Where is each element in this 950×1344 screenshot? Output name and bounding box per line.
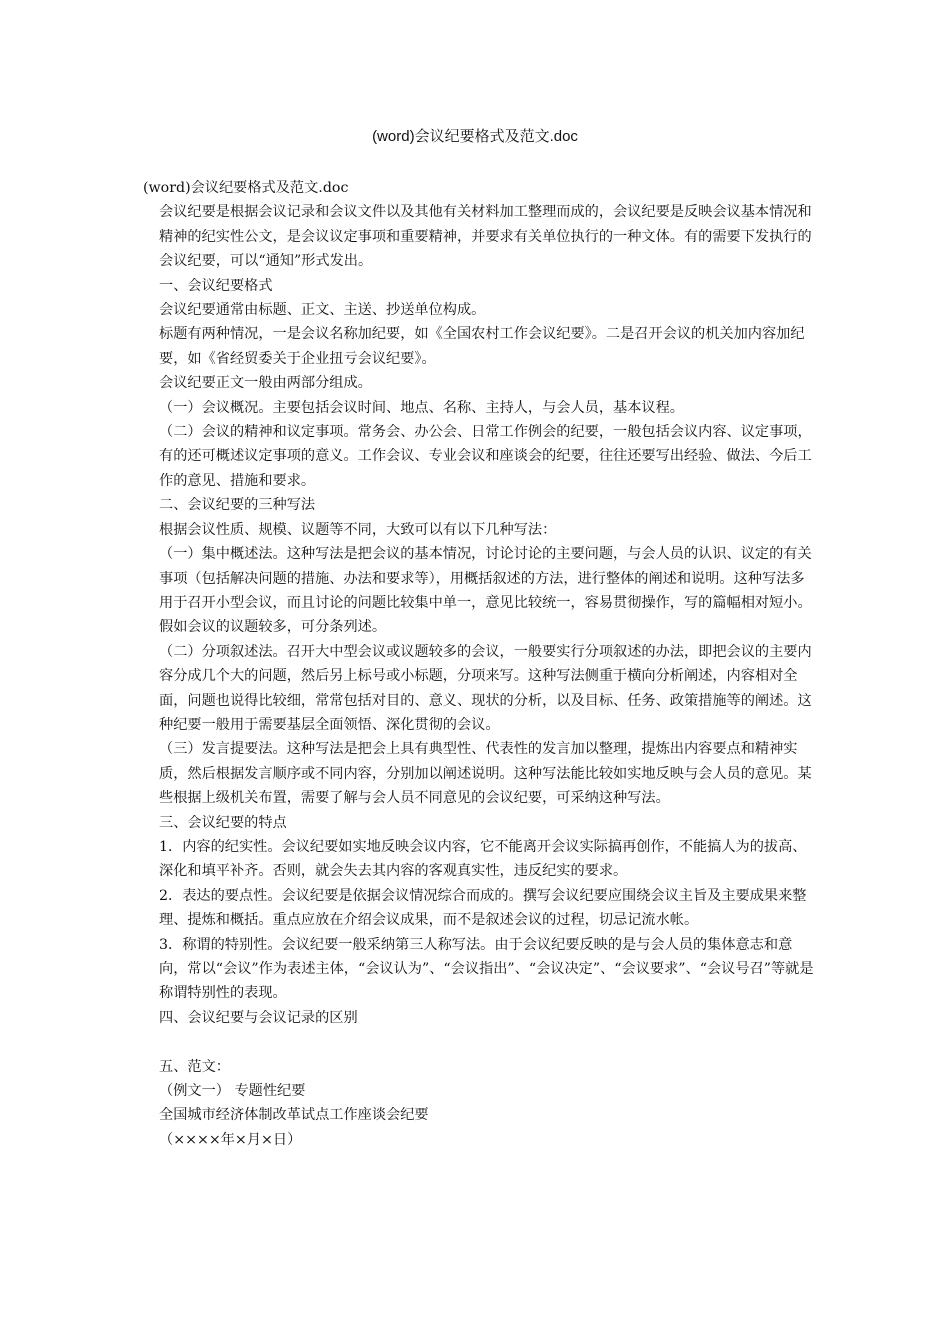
paragraph: 标题有两种情况，一是会议名称加纪要，如《全国农村工作会议纪要》。二是召开会议的机关加内容加纪要，如《省经贸委关于企业扭亏会议纪要》。 <box>159 326 805 367</box>
example-heading: （例文一） 专题性纪要 <box>159 1083 306 1100</box>
list-item: （二）分项叙述法。召开大中型会议或议题较多的会议，一般要实行分项叙述的办法，即把会议的主要内容分成几个大的问题，然后另上标号或小标题，分项来写。这种写法侧重于横向分析阐述，内容相对全面，问题也说得比较细，常常包括对目的、意义、现状的分析，以及目标、任务、政策措施等的阐述。这种纪要一般用于需要基层全面领悟、深化贯彻的会议。 <box>159 643 812 733</box>
heading-section-4: 四、会议纪要与会议记录的区别 <box>159 1009 358 1026</box>
paragraph: 会议纪要正文一般由两部分组成。 <box>159 375 372 392</box>
list-item: （二）会议的精神和议定事项。常务会、办公会、日常工作例会的纪要，一般包括会议内容、议定事项，有的还可概述议定事项的意义。工作会议、专业会议和座谈会的纪要，往往还要写出经验、做法、今后工作的意见、措施和要求。 <box>159 424 812 489</box>
paragraph: 根据会议性质、规模、议题等不同，大致可以有以下几种写法： <box>159 521 557 538</box>
list-item: 1．内容的纪实性。会议纪要如实地反映会议内容，它不能离开会议实际搞再创作，不能搞人为的拔高、深化和填平补齐。否则，就会失去其内容的客观真实性，违反纪实的要求。 <box>159 838 807 880</box>
list-item: （三）发言提要法。这种写法是把会上具有典型性、代表性的发言加以整理，提炼出内容要点和精神实质，然后根据发言顺序或不同内容，分别加以阐述说明。这种写法能比较如实地反映与会人员的意见。某些根据上级机关布置，需要了解与会人员不同意见的会议纪要，可采纳这种写法。 <box>159 741 812 807</box>
doc-filename-line: (word)会议纪要格式及范文.doc <box>143 180 349 196</box>
heading-section-5: 五、范文： <box>159 1058 230 1075</box>
document-body <box>143 176 815 1152</box>
heading-section-2: 二、会议纪要的三种写法 <box>159 497 316 514</box>
paragraph: 会议纪要通常由标题、正文、主送、抄送单位构成。 <box>159 302 486 319</box>
heading-section-1: 一、会议纪要格式 <box>159 277 273 294</box>
list-item: （一）集中概述法。这种写法是把会议的基本情况，讨论讨论的主要问题，与会人员的认识、议定的有关事项（包括解决问题的措施、办法和要求等），用概括叙述的方法，进行整体的阐述和说明。这种写法多用于召开小型会议，而且讨论的问题比较集中单一，意见比较统一，容易贯彻操作，写的篇幅相对短小。假如会议的议题较多，可分条列述。 <box>159 546 812 636</box>
list-item: 3．称谓的特别性。会议纪要一般采纳第三人称写法。由于会议纪要反映的是与会人员的集体意志和意向，常以“会议”作为表述主体，“会议认为”、“会议指出”、“会议决定”、“会议要求”、“会议号召”等就是称谓特别性的表现。 <box>159 936 814 1002</box>
list-item: （一）会议概况。主要包括会议时间、地点、名称、主持人，与会人员，基本议程。 <box>159 399 684 416</box>
example-date: （××××年×月×日） <box>159 1131 302 1148</box>
paragraph-intro: 会议纪要是根据会议记录和会议文件以及其他有关材料加工整理而成的，会议纪要是反映会议基本情况和精神的纪实性公文，是会议议定事项和重要精神，并要求有关单位执行的一种文体。有的需要下发执行的会议纪要，可以“通知”形式发出。 <box>159 204 812 270</box>
blank-line <box>143 1030 815 1054</box>
list-item: 2．表达的要点性。会议纪要是依据会议情况综合而成的。撰写会议纪要应围绕会议主旨及主要成果来整理、提炼和概括。重点应放在介绍会议成果，而不是叙述会议的过程，切忌记流水帐。 <box>159 887 807 929</box>
example-title: 全国城市经济体制改革试点工作座谈会纪要 <box>159 1107 429 1124</box>
heading-section-3: 三、会议纪要的特点 <box>159 814 287 831</box>
document-title: (word)会议纪要格式及范文.doc <box>372 128 578 145</box>
